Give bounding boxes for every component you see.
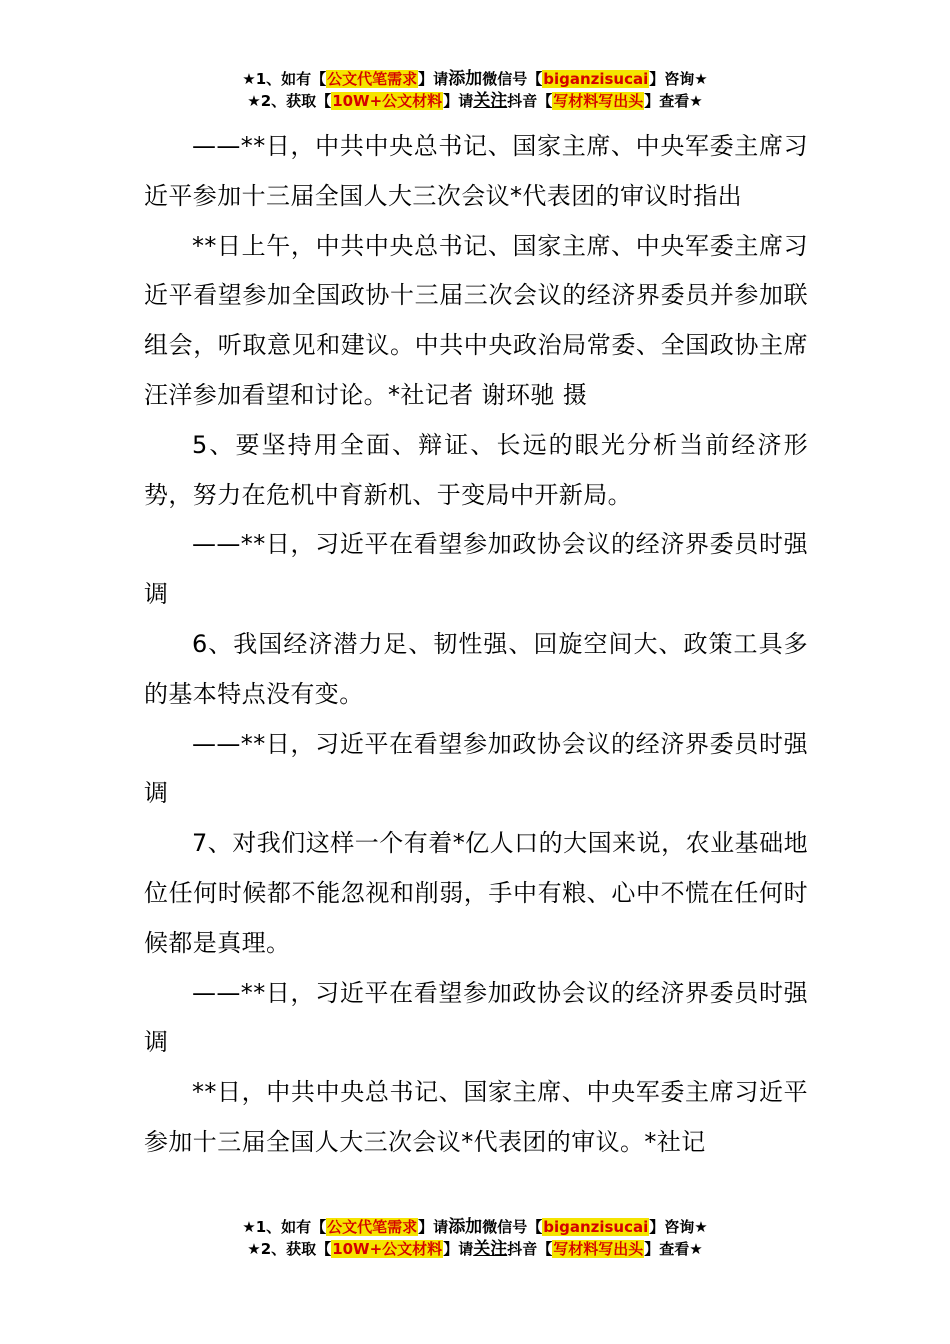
highlight-materials: 10W+公文材料 [332, 92, 443, 110]
banner-line-1: ★1、如有【公文代笔需求】请添加微信号【biganzisucai】咨询★ [242, 69, 708, 89]
highlight-materials: 10W+公文材料 [332, 1240, 443, 1258]
paragraph-6: ——**日，习近平在看望参加政协会议的经济界委员时强调 [144, 729, 808, 808]
header-banner [0, 68, 950, 112]
banner-line-1: ★1、如有【公文代笔需求】请添加微信号【biganzisucai】咨询★ [242, 1217, 708, 1237]
paragraph-8: ——**日，习近平在看望参加政协会议的经济界委员时强调 [144, 978, 808, 1057]
highlight-douyin: 写材料写出头 [553, 1240, 644, 1258]
highlight-service: 公文代笔需求 [327, 1218, 418, 1236]
paragraph-7: 7、对我们这样一个有着*亿人口的大国来说，农业基础地位任何时候都不能忽视和削弱，手中有粮、心中不慌在任何时候都是真理。 [144, 829, 808, 957]
highlight-wechat-id: biganzisucai [543, 70, 649, 88]
footer-banner [0, 1216, 950, 1260]
paragraph-1: ——**日，中共中央总书记、国家主席、中央军委主席习近平参加十三届全国人大三次会议*代表团的审议时指出 [144, 132, 808, 210]
highlight-wechat-id: biganzisucai [543, 1218, 649, 1236]
paragraph-4: ——**日，习近平在看望参加政协会议的经济界委员时强调 [144, 530, 808, 609]
document-body [144, 122, 808, 1168]
paragraph-2: **日上午，中共中央总书记、国家主席、中央军委主席习近平看望参加全国政协十三届三次会议的经济界委员并参加联组会，听取意见和建议。中共中央政治局常委、全国政协主席汪洋参加看望和讨论。*社记者 谢环驰 摄 [144, 231, 808, 409]
paragraph-5: 6、我国经济潜力足、韧性强、回旋空间大、政策工具多的基本特点没有变。 [144, 629, 808, 708]
highlight-douyin: 写材料写出头 [553, 92, 644, 110]
highlight-service: 公文代笔需求 [327, 70, 418, 88]
banner-line-2: ★2、获取【10W+公文材料】请关注抖音【写材料写出头】查看★ [247, 91, 703, 111]
paragraph-3: 5、要坚持用全面、辩证、长远的眼光分析当前经济形势，努力在危机中育新机、于变局中开新局。 [144, 430, 808, 509]
banner-line-2: ★2、获取【10W+公文材料】请关注抖音【写材料写出头】查看★ [247, 1239, 703, 1259]
paragraph-9: **日，中共中央总书记、国家主席、中央军委主席习近平参加十三届全国人大三次会议*代表团的审议。*社记 [144, 1078, 808, 1156]
